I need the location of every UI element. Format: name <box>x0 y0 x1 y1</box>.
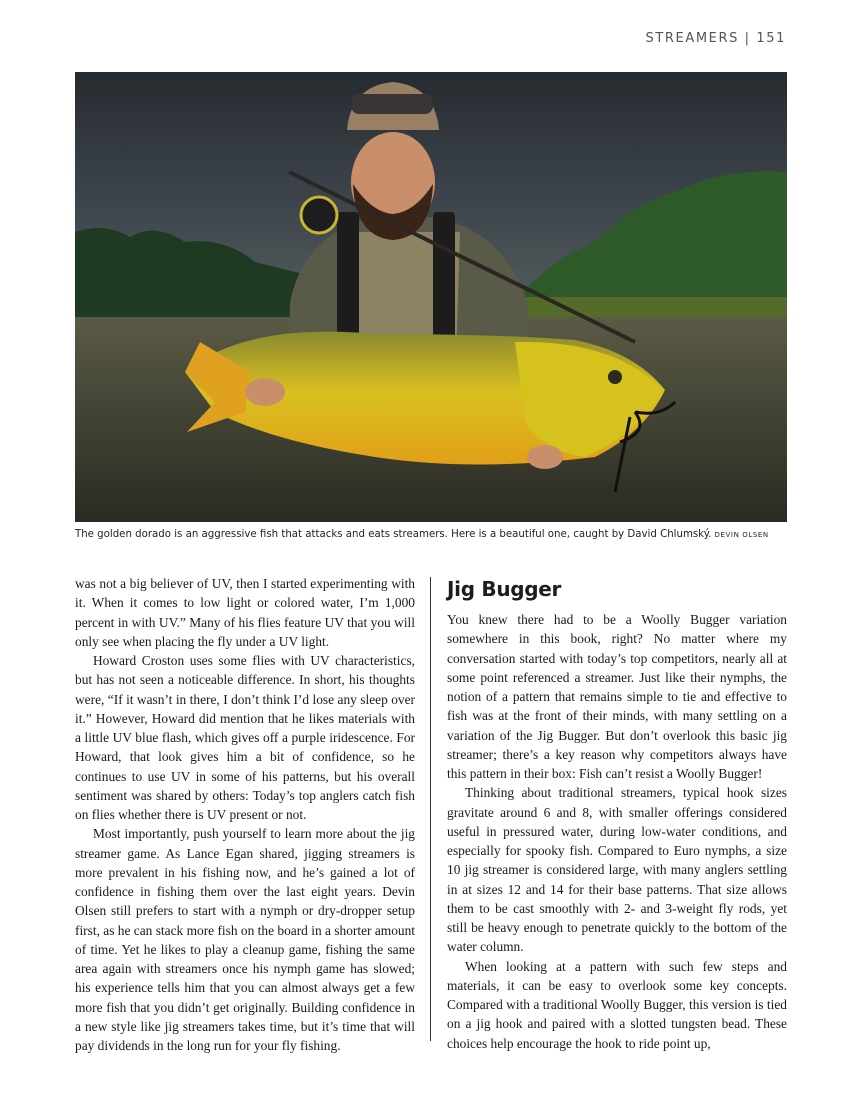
reel <box>301 197 337 233</box>
strap-right <box>433 212 455 342</box>
caption-text: The golden dorado is an aggressive fish that attacks and eats streamers. Here is a beautiful one, caught by David Chlumský. <box>75 529 712 540</box>
photo-caption <box>75 528 787 543</box>
body-paragraph: Most importantly, push yourself to learn more about the jig streamer game. As Lance Egan shared, jigging streamers is more prevalent in his fishing now, and he’s gained a lot of confidence in fishing them over the last eight years. Devin Olsen still prefers to start with a nymph or dry-dropper setup first, as he can stack more fish on the board in a shorter amount of time. Yet he likes to play a cleanup game, fishing the same area again with streamers once his nymph game has slowed; his experience tells him that you can almost always get a few more fish that you didn’t get originally. Building confidence in a new style like jig streamers takes time, but it’s time that will pay dividends in the long run for your fly fishing. <box>75 826 415 1053</box>
bank-right <box>515 297 787 319</box>
strap-left <box>337 212 359 342</box>
photo-illustration <box>75 72 787 522</box>
right-column <box>447 576 787 1053</box>
body-paragraph: When looking at a pattern with such few steps and materials, it can be easy to overlook some key concepts. Compared with a traditional Woolly Bugger, this version is tied on a jig hook and paired with a slotted tungsten bead. These choices help encourage the hook to ride point up, <box>447 958 787 1051</box>
photo-golden-dorado <box>75 72 787 522</box>
left-column <box>75 574 415 1055</box>
sunglasses <box>351 94 433 114</box>
body-paragraph: was not a big believer of UV, then I started experimenting with it. When it comes to low light or colored water, I’m 1,000 percent in with UV.” Many of his flies feature UV that you will only see when placing the fly under a UV light. <box>75 576 415 649</box>
body-paragraph: Howard Croston uses some flies with UV characteristics, but has not seen a noticeable difference. In short, his thoughts were, “If it wasn’t in there, I don’t think I’d lose any sleep over it.” However, Howard did mention that he likes materials with a little UV blue flash, which gives off a purple iridescence. For Howard, that look gives him a bit of confidence, so he continues to use UV in some of his patterns, but his overall sentiment was shared by others: Today’s top anglers catch fish on flies whether there is UV present or not. <box>75 653 415 822</box>
running-head: STREAMERS | 151 <box>645 31 786 46</box>
body-paragraph: Thinking about traditional streamers, typical hook sizes gravitate around 6 and 8, with smaller offerings considered useful in pressured water, during low-water conditions, and especially for spooky fish. Compared to Euro nymphs, a size 10 jig streamer is considered large, with many anglers settling in at sizes 12 and 14 for their base patterns. That size allows them to be cast smoothly with 2- and 3-weight fly rods, yet still be heavy enough to penetrate quickly to the bottom of the water column. <box>447 785 787 955</box>
hand-left <box>245 378 285 406</box>
photo-credit: DEVIN OLSEN <box>714 531 769 539</box>
column-divider <box>430 577 431 1041</box>
section-heading: Jig Bugger <box>447 577 562 601</box>
body-paragraph: You knew there had to be a Woolly Bugger variation somewhere in this book, right? No matter where my conversation started with today’s top competitors, nearly all at some point referenced a streamer. Just like their nymphs, the notion of a pattern that remains simple to tie and effective to fish was at the front of their minds, with many settling on a variation of the Jig Bugger. But don’t overlook this basic jig streamer; there’s a key reason why competitors always have this pattern in their box: Fish can’t resist a Woolly Bugger! <box>447 612 787 781</box>
hand-right <box>527 445 563 469</box>
fish-eye <box>608 370 622 384</box>
